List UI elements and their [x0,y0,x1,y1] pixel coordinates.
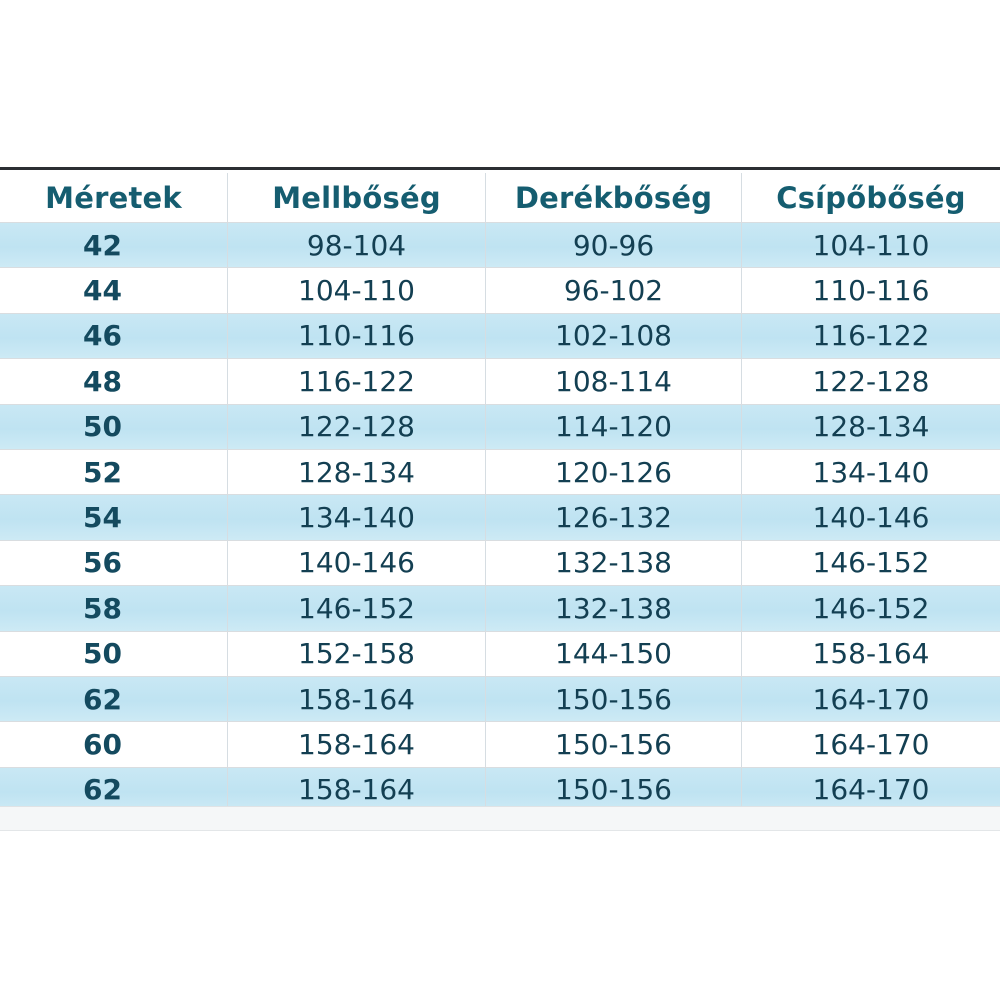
table-row [0,267,1000,312]
waist-value: 90-96 [486,223,742,267]
waist-value: 132-138 [486,586,742,630]
size-value: 56 [0,541,228,585]
waist-value: 114-120 [486,405,742,449]
waist-value: 144-150 [486,632,742,676]
hip-value: 164-170 [812,682,930,716]
table-row [0,313,1000,358]
size-value: 46 [0,314,228,358]
chest-value: 158-164 [228,722,486,766]
hip-value: 122-128 [812,364,930,398]
table-row [0,631,1000,676]
size-chart [0,167,1000,831]
hip-value: 164-170 [812,773,930,807]
hip-value: 146-152 [812,591,930,625]
waist-value: 150-156 [486,722,742,766]
table-row [0,540,1000,585]
hip-value: 146-152 [812,546,930,580]
waist-value: 126-132 [486,495,742,539]
chest-value: 122-128 [228,405,486,449]
chest-value: 152-158 [228,632,486,676]
header-waist: Derékbőség [486,173,742,222]
size-table [0,173,1000,812]
table-row [0,676,1000,721]
table-row [0,222,1000,267]
hip-value: 110-116 [812,274,930,308]
chest-value: 134-140 [228,495,486,539]
chest-value: 104-110 [228,268,486,312]
waist-value: 132-138 [486,541,742,585]
waist-value: 96-102 [486,268,742,312]
hip-value: 104-110 [812,228,930,262]
size-value: 50 [0,632,228,676]
hip-value: 128-134 [812,410,930,444]
table-footer-strip [0,806,1000,831]
table-header-row [0,173,1000,222]
chest-value: 128-134 [228,450,486,494]
size-value: 62 [0,677,228,721]
chest-value: 140-146 [228,541,486,585]
table-row [0,404,1000,449]
header-sizes: Méretek [0,173,228,222]
size-value: 60 [0,722,228,766]
size-value: 52 [0,450,228,494]
chest-value: 146-152 [228,586,486,630]
hip-value: 140-146 [812,501,930,535]
waist-value: 108-114 [486,359,742,403]
waist-value: 120-126 [486,450,742,494]
header-hip: Csípőbőség [776,180,966,215]
table-row [0,449,1000,494]
table-row [0,585,1000,630]
table-row [0,721,1000,766]
size-value: 42 [0,223,228,267]
hip-value: 116-122 [812,319,930,353]
chest-value: 158-164 [228,677,486,721]
size-value: 48 [0,359,228,403]
hip-value: 158-164 [812,637,930,671]
waist-value: 150-156 [486,768,742,812]
hip-value: 164-170 [812,727,930,761]
hip-value: 134-140 [812,455,930,489]
size-value: 50 [0,405,228,449]
chest-value: 116-122 [228,359,486,403]
size-value: 44 [0,268,228,312]
header-chest: Mellbőség [228,173,486,222]
chest-value: 110-116 [228,314,486,358]
chest-value: 98-104 [228,223,486,267]
size-value: 58 [0,586,228,630]
table-row [0,358,1000,403]
waist-value: 102-108 [486,314,742,358]
table-row [0,494,1000,539]
size-value: 54 [0,495,228,539]
chest-value: 158-164 [228,768,486,812]
waist-value: 150-156 [486,677,742,721]
size-value: 62 [0,768,228,812]
